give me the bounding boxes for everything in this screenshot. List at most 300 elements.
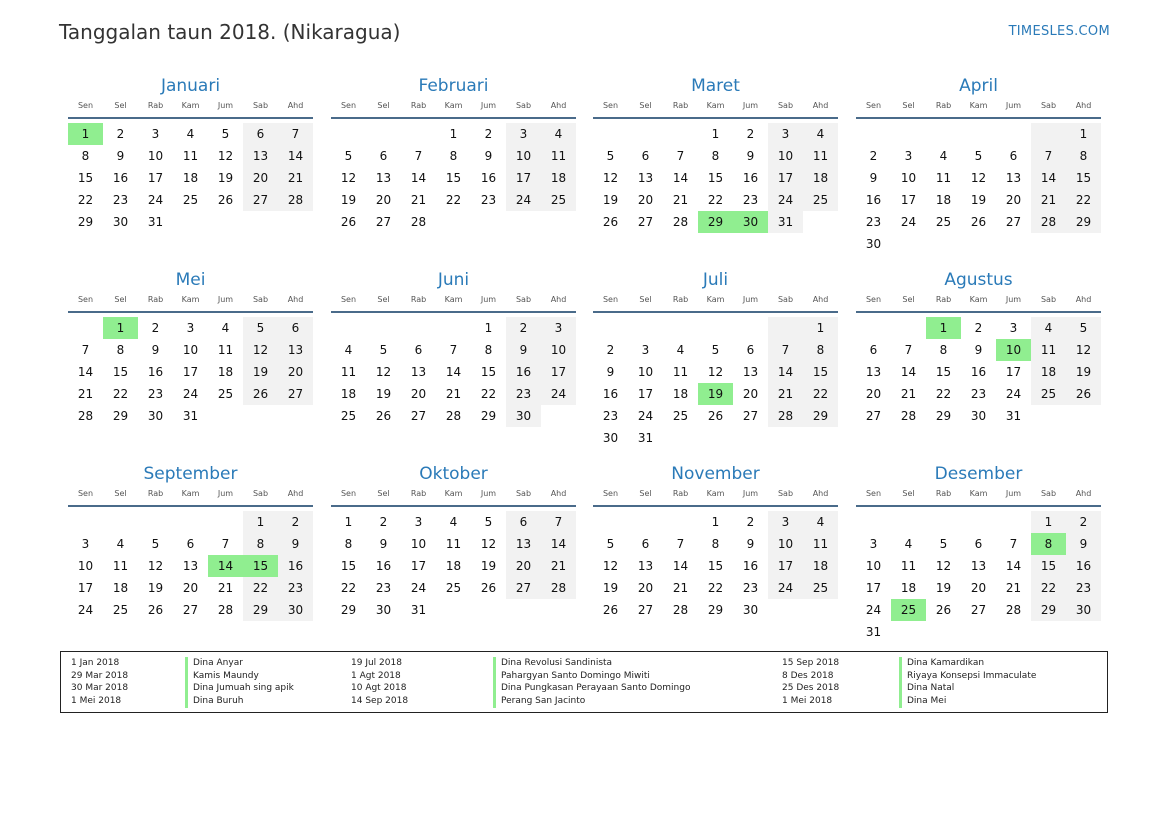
weekday-label: Kam [706,295,725,304]
day-cell: 26 [602,215,619,229]
day-cell: 13 [375,171,392,185]
day-cell: 18 [340,387,357,401]
day-cell: 20 [637,193,654,207]
weekday-label: Rab [935,295,952,304]
day-cell: 17 [182,365,199,379]
day-cell: 16 [480,171,497,185]
weekday-label: Rab [410,101,427,110]
day-cell: 17 [900,193,917,207]
day-cell: 25 [445,581,462,595]
weekday-label: Kam [969,295,988,304]
day-cell: 27 [410,409,427,423]
day-cell: 9 [379,537,388,551]
weekday-label: Sen [602,295,619,304]
day-cell: 28 [1005,603,1022,617]
holiday-date: 25 Des 2018 [782,683,840,694]
empty-day-cell [436,317,471,339]
day-cell: 8 [939,343,948,357]
month-name: November [671,464,760,484]
day-cell: 16 [742,559,759,573]
day-cell: 24 [182,387,199,401]
day-cell: 15 [480,365,497,379]
day-cell: 14 [672,559,689,573]
day-cell: 11 [1031,339,1066,361]
weekday-label: Sab [252,489,269,498]
day-cell: 24 [410,581,427,595]
month-agustus [856,268,1101,427]
day-cell: 5 [1066,317,1101,339]
weekday-label: Rab [147,295,164,304]
day-cell: 9 [116,149,125,163]
day-cell: 22 [112,387,129,401]
day-cell: 9 [606,365,615,379]
holiday-date: 1 Mei 2018 [782,696,833,707]
day-cell: 23 [1066,577,1101,599]
weekday-label: Sel [902,295,915,304]
day-cell: 3 [641,343,650,357]
holiday-dates-column [351,657,408,708]
weekday-label: Sab [1040,101,1057,110]
month-november [593,462,838,621]
day-cell: 14 [445,365,462,379]
day-cell: 27 [375,215,392,229]
holiday-dates-column [782,657,839,708]
day-cell: 24 [147,193,164,207]
month-name: September [143,464,238,484]
weekday-label: Sel [114,295,127,304]
day-cell: 28 [541,577,576,599]
weekday-label: Sel [377,295,390,304]
weekday-label: Sel [114,101,127,110]
weekday-label: Kam [706,489,725,498]
day-cell: 18 [112,581,129,595]
empty-day-cell [628,511,663,533]
day-cell: 11 [217,343,234,357]
day-cell: 5 [974,149,983,163]
day-cell: 19 [217,171,234,185]
day-cell: 31 [410,603,427,617]
weekday-label: Sel [377,101,390,110]
day-cell: 19 [375,387,392,401]
day-cell: 25 [672,409,689,423]
holiday-day-cell: 29 [698,211,733,233]
day-cell: 10 [77,559,94,573]
day-cell: 10 [637,365,654,379]
day-cell: 1 [711,515,720,529]
day-cell: 15 [707,559,724,573]
day-cell: 5 [151,537,160,551]
holiday-date: 8 Des 2018 [782,670,834,681]
weekday-label: Rab [672,489,689,498]
page-title: Tanggalan taun 2018. (Nikaragua) [59,20,401,44]
day-cell: 19 [243,361,278,383]
day-cell: 3 [768,123,803,145]
day-cell: 29 [1066,211,1101,233]
holiday-date: 1 Jan 2018 [71,658,120,668]
weekday-label: Ahd [287,101,304,110]
day-grid [331,123,576,233]
day-cell: 16 [1066,555,1101,577]
day-cell: 7 [768,339,803,361]
weekday-label: Sen [77,101,94,110]
weekday-label: Jum [1005,489,1022,498]
day-cell: 28 [217,603,234,617]
day-cell: 2 [278,511,313,533]
empty-day-cell [698,317,733,339]
month-name: Desember [934,464,1023,484]
day-cell: 13 [970,559,987,573]
day-cell: 22 [243,577,278,599]
day-cell: 11 [340,365,357,379]
day-cell: 9 [506,339,541,361]
day-cell: 26 [970,215,987,229]
day-cell: 22 [445,193,462,207]
day-cell: 2 [379,515,388,529]
day-cell: 6 [974,537,983,551]
day-cell: 26 [1066,383,1101,405]
site-link[interactable]: TIMESLES.COM [1008,24,1110,39]
day-cell: 22 [480,387,497,401]
day-grid [856,511,1101,643]
weekday-label: Ahd [287,295,304,304]
day-cell: 26 [935,603,952,617]
day-cell: 8 [711,537,720,551]
weekday-label: Rab [410,295,427,304]
day-cell: 24 [506,189,541,211]
day-cell: 10 [182,343,199,357]
weekday-label: Sab [515,489,532,498]
weekday-header [593,293,838,313]
day-cell: 22 [707,581,724,595]
day-cell: 7 [1009,537,1018,551]
day-cell: 8 [344,537,353,551]
day-cell: 2 [746,127,755,141]
empty-day-cell [856,511,891,533]
holiday-name: Pahargyan Santo Domingo Miwiti [493,670,690,683]
day-cell: 4 [904,537,913,551]
weekday-label: Rab [410,489,427,498]
empty-day-cell [331,317,366,339]
holiday-name: Dina Natal [899,682,1036,695]
day-cell: 25 [340,409,357,423]
day-cell: 21 [445,387,462,401]
holiday-name: Dina Anyar [185,657,294,670]
day-cell: 13 [742,365,759,379]
day-cell: 25 [803,577,838,599]
day-cell: 5 [484,515,493,529]
weekday-label: Sab [1040,295,1057,304]
day-cell: 21 [768,383,803,405]
day-cell: 30 [865,237,882,251]
weekday-label: Rab [147,489,164,498]
weekday-label: Ahd [812,101,829,110]
holiday-name: Perang San Jacinto [493,695,690,708]
day-cell: 27 [742,409,759,423]
holiday-date: 30 Mar 2018 [71,683,129,694]
weekday-header [68,293,313,313]
day-cell: 11 [803,533,838,555]
day-grid [593,317,838,449]
empty-day-cell [891,123,926,145]
day-cell: 17 [637,387,654,401]
day-cell: 17 [768,555,803,577]
day-cell: 16 [865,193,882,207]
day-cell: 18 [1031,361,1066,383]
day-cell: 1 [344,515,353,529]
day-cell: 21 [900,387,917,401]
day-cell: 23 [506,383,541,405]
weekday-label: Sen [77,295,94,304]
empty-day-cell [593,317,628,339]
day-cell: 1 [803,317,838,339]
holiday-name: Dina Pungkasan Perayaan Santo Domingo [493,682,690,695]
holiday-date: 14 Sep 2018 [351,696,409,707]
empty-day-cell [366,123,401,145]
day-cell: 28 [445,409,462,423]
day-cell: 29 [707,603,724,617]
day-cell: 23 [970,387,987,401]
day-cell: 2 [506,317,541,339]
day-cell: 11 [900,559,917,573]
day-cell: 12 [480,537,497,551]
weekday-label: Jum [480,489,497,498]
day-cell: 9 [869,171,878,185]
day-cell: 13 [506,533,541,555]
day-cell: 18 [803,167,838,189]
day-cell: 14 [1005,559,1022,573]
day-cell: 26 [217,193,234,207]
empty-day-cell [768,317,803,339]
day-cell: 12 [217,149,234,163]
day-cell: 23 [602,409,619,423]
month-name: Oktober [419,464,488,484]
weekday-label: Jum [1005,101,1022,110]
day-cell: 22 [935,387,952,401]
day-cell: 7 [541,511,576,533]
day-cell: 1 [1031,511,1066,533]
day-cell: 20 [182,581,199,595]
day-cell: 27 [506,577,541,599]
day-cell: 2 [151,321,160,335]
day-cell: 28 [77,409,94,423]
day-cell: 9 [746,537,755,551]
day-cell: 6 [414,343,423,357]
holiday-day-cell: 19 [698,383,733,405]
day-cell: 9 [151,343,160,357]
day-cell: 29 [243,599,278,621]
empty-day-cell [138,511,173,533]
day-cell: 6 [641,537,650,551]
day-cell: 28 [1031,211,1066,233]
day-cell: 18 [900,581,917,595]
empty-day-cell [593,123,628,145]
day-cell: 16 [278,555,313,577]
day-cell: 13 [865,365,882,379]
day-cell: 15 [445,171,462,185]
weekday-header [68,487,313,507]
day-cell: 3 [81,537,90,551]
empty-day-cell [593,511,628,533]
day-cell: 20 [742,387,759,401]
weekday-label: Jum [217,101,234,110]
empty-day-cell [628,317,663,339]
day-cell: 3 [151,127,160,141]
holiday-date: 10 Agt 2018 [351,683,407,694]
day-cell: 5 [606,537,615,551]
day-cell: 17 [410,559,427,573]
day-cell: 17 [865,581,882,595]
day-cell: 3 [541,317,576,339]
day-cell: 15 [803,361,838,383]
day-cell: 3 [768,511,803,533]
weekday-header [593,99,838,119]
day-cell: 6 [869,343,878,357]
day-cell: 3 [869,537,878,551]
day-cell: 13 [182,559,199,573]
weekday-label: Sen [340,489,357,498]
weekday-label: Jum [217,295,234,304]
empty-day-cell [663,317,698,339]
day-cell: 9 [484,149,493,163]
day-cell: 28 [900,409,917,423]
day-cell: 21 [77,387,94,401]
day-cell: 14 [541,533,576,555]
day-cell: 31 [768,211,803,233]
day-cell: 29 [803,405,838,427]
weekday-label: Sel [377,489,390,498]
day-cell: 8 [449,149,458,163]
day-cell: 1 [243,511,278,533]
holiday-name: Kamis Maundy [185,670,294,683]
day-cell: 7 [414,149,423,163]
holiday-dates-column [71,657,128,708]
weekday-label: Ahd [550,295,567,304]
day-cell: 12 [970,171,987,185]
day-cell: 4 [1031,317,1066,339]
day-grid [856,123,1101,255]
empty-day-cell [103,511,138,533]
weekday-label: Jum [480,101,497,110]
day-cell: 3 [414,515,423,529]
weekday-label: Ahd [550,101,567,110]
weekday-label: Ahd [1075,489,1092,498]
day-cell: 31 [865,625,882,639]
weekday-label: Ahd [1075,295,1092,304]
month-juni [331,268,576,427]
weekday-label: Ahd [812,295,829,304]
day-cell: 6 [746,343,755,357]
weekday-label: Sel [114,489,127,498]
day-cell: 12 [602,559,619,573]
weekday-header [331,293,576,313]
day-cell: 12 [147,559,164,573]
day-cell: 29 [340,603,357,617]
day-cell: 19 [1066,361,1101,383]
weekday-label: Sen [602,101,619,110]
day-cell: 5 [221,127,230,141]
day-cell: 6 [506,511,541,533]
empty-day-cell [926,511,961,533]
empty-day-cell [856,317,891,339]
day-cell: 10 [900,171,917,185]
day-cell: 18 [541,167,576,189]
day-cell: 21 [1031,189,1066,211]
empty-day-cell [996,511,1031,533]
day-cell: 18 [803,555,838,577]
day-cell: 30 [147,409,164,423]
day-cell: 22 [340,581,357,595]
day-cell: 8 [711,149,720,163]
day-cell: 6 [186,537,195,551]
day-cell: 30 [506,405,541,427]
month-name: Agustus [944,270,1013,290]
day-cell: 17 [1005,365,1022,379]
day-cell: 26 [340,215,357,229]
empty-day-cell [996,123,1031,145]
day-cell: 19 [147,581,164,595]
weekday-header [68,99,313,119]
day-cell: 16 [742,171,759,185]
day-cell: 28 [672,215,689,229]
day-cell: 8 [116,343,125,357]
day-cell: 8 [484,343,493,357]
day-cell: 19 [602,193,619,207]
day-cell: 25 [935,215,952,229]
day-cell: 12 [375,365,392,379]
weekday-header [593,487,838,507]
holiday-name: Dina Kamardikan [899,657,1036,670]
day-cell: 17 [506,167,541,189]
day-cell: 24 [768,577,803,599]
weekday-label: Sab [252,295,269,304]
holiday-day-cell: 15 [243,555,278,577]
day-cell: 7 [81,343,90,357]
day-cell: 8 [803,339,838,361]
day-cell: 25 [1031,383,1066,405]
weekday-label: Ahd [1075,101,1092,110]
holiday-name: Dina Jumuah sing apik [185,682,294,695]
day-cell: 14 [77,365,94,379]
day-cell: 18 [445,559,462,573]
holiday-day-cell: 14 [208,555,243,577]
holiday-date: 29 Mar 2018 [71,670,129,681]
day-cell: 13 [278,339,313,361]
day-cell: 30 [1066,599,1101,621]
weekday-label: Kam [181,295,200,304]
day-cell: 17 [77,581,94,595]
day-cell: 10 [506,145,541,167]
day-grid [68,511,313,621]
day-cell: 26 [375,409,392,423]
day-cell: 20 [410,387,427,401]
day-grid [331,317,576,427]
holiday-day-cell: 1 [103,317,138,339]
day-cell: 2 [869,149,878,163]
empty-day-cell [68,317,103,339]
holiday-day-cell: 1 [68,123,103,145]
day-cell: 23 [147,387,164,401]
day-cell: 4 [676,343,685,357]
day-cell: 24 [900,215,917,229]
day-cell: 13 [243,145,278,167]
day-cell: 20 [865,387,882,401]
day-cell: 13 [637,171,654,185]
day-cell: 24 [865,603,882,617]
holiday-day-cell: 10 [996,339,1031,361]
weekday-label: Sen [865,489,882,498]
day-cell: 19 [602,581,619,595]
day-cell: 4 [541,123,576,145]
